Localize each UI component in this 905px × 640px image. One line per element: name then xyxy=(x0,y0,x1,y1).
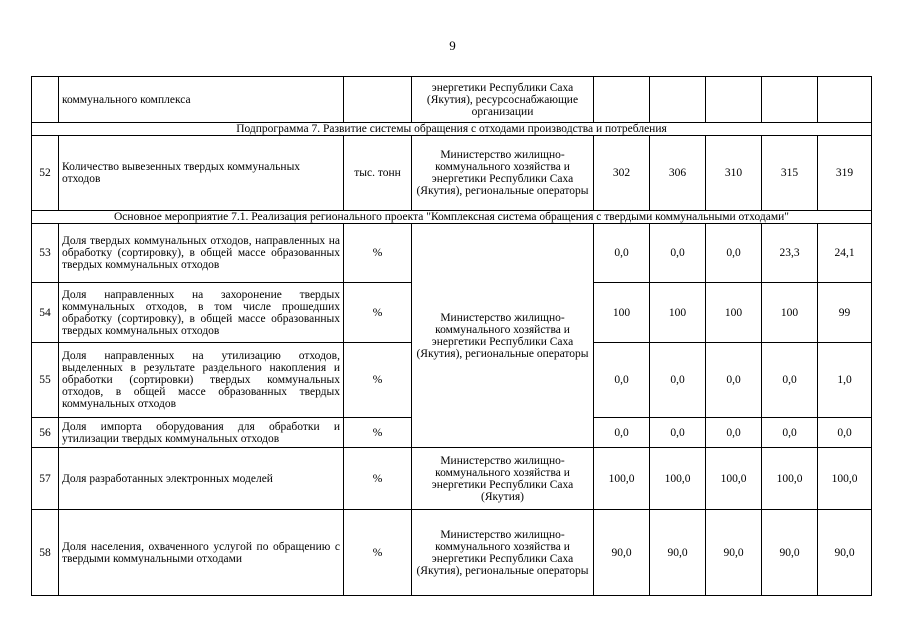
unit-cell: тыс. тонн xyxy=(344,136,412,211)
value-cell: 100 xyxy=(762,283,818,343)
value-cell: 0,0 xyxy=(762,343,818,418)
table-row-continued xyxy=(32,77,872,123)
value-cell: 100 xyxy=(706,283,762,343)
value-cell: 306 xyxy=(650,136,706,211)
value-cell xyxy=(818,77,872,123)
value-cell xyxy=(706,77,762,123)
row-number-cell: 53 xyxy=(32,224,59,283)
indicator-name-cell: коммунального комплекса xyxy=(59,77,344,123)
unit-cell: % xyxy=(344,343,412,418)
value-cell: 0,0 xyxy=(706,418,762,448)
value-cell: 100,0 xyxy=(594,448,650,510)
indicator-name-cell: Количество вывезенных твердых коммунальных отходов xyxy=(59,136,344,211)
table-row xyxy=(32,448,872,510)
executor-cell: Министерство жилищно-коммунального хозяйства и энергетики Республики Саха (Якутия) xyxy=(412,448,594,510)
subprogram-title: Подпрограмма 7. Развитие системы обращения с отходами производства и потребления xyxy=(32,123,872,136)
activity-header-row xyxy=(32,211,872,224)
row-number-cell: 58 xyxy=(32,510,59,596)
indicators-table xyxy=(31,76,872,596)
value-cell: 100,0 xyxy=(762,448,818,510)
table-row xyxy=(32,136,872,211)
value-cell: 99 xyxy=(818,283,872,343)
executor-cell: Министерство жилищно-коммунального хозяйства и энергетики Республики Саха (Якутия), региональные операторы xyxy=(412,136,594,211)
value-cell: 90,0 xyxy=(650,510,706,596)
row-number-cell xyxy=(32,77,59,123)
value-cell: 0,0 xyxy=(650,343,706,418)
activity-title: Основное мероприятие 7.1. Реализация регионального проекта "Комплексная система обращения с твердыми коммунальными отходами" xyxy=(32,211,872,224)
value-cell: 100 xyxy=(650,283,706,343)
value-cell: 0,0 xyxy=(706,343,762,418)
value-cell: 0,0 xyxy=(594,418,650,448)
value-cell: 23,3 xyxy=(762,224,818,283)
value-cell: 100,0 xyxy=(818,448,872,510)
unit-cell: % xyxy=(344,448,412,510)
value-cell: 90,0 xyxy=(706,510,762,596)
row-number-cell: 57 xyxy=(32,448,59,510)
value-cell: 100 xyxy=(594,283,650,343)
shared-executor-cell: Министерство жилищно-коммунального хозяйства и энергетики Республики Саха (Якутия), региональные операторы xyxy=(412,224,594,448)
row-number-cell: 56 xyxy=(32,418,59,448)
value-cell: 319 xyxy=(818,136,872,211)
indicator-name-cell: Доля импорта оборудования для обработки и утилизации твердых коммунальных отходов xyxy=(59,418,344,448)
value-cell: 0,0 xyxy=(594,343,650,418)
value-cell: 0,0 xyxy=(762,418,818,448)
indicator-name-cell: Доля населения, охваченного услугой по обращению с твердыми коммунальными отходами xyxy=(59,510,344,596)
value-cell: 0,0 xyxy=(818,418,872,448)
executor-cell: Министерство жилищно-коммунального хозяйства и энергетики Республики Саха (Якутия), региональные операторы xyxy=(412,510,594,596)
unit-cell: % xyxy=(344,224,412,283)
row-number-cell: 55 xyxy=(32,343,59,418)
row-number-cell: 52 xyxy=(32,136,59,211)
row-number-cell: 54 xyxy=(32,283,59,343)
value-cell xyxy=(594,77,650,123)
value-cell: 1,0 xyxy=(818,343,872,418)
unit-cell: % xyxy=(344,418,412,448)
executor-cell: энергетики Республики Саха (Якутия), ресурсоснабжающие организации xyxy=(412,77,594,123)
indicator-name-cell: Доля разработанных электронных моделей xyxy=(59,448,344,510)
indicator-name-cell: Доля направленных на утилизацию отходов, выделенных в результате раздельного накопления и обработки (сортировки) твердых коммунальных отходов, в общей массе образованных твердых коммунальных отходов xyxy=(59,343,344,418)
table-row xyxy=(32,224,872,283)
value-cell: 302 xyxy=(594,136,650,211)
value-cell: 90,0 xyxy=(818,510,872,596)
value-cell: 100,0 xyxy=(650,448,706,510)
value-cell xyxy=(762,77,818,123)
indicator-name-cell: Доля твердых коммунальных отходов, направленных на обработку (сортировку), в общей массе образованных твердых коммунальных отходов xyxy=(59,224,344,283)
value-cell: 0,0 xyxy=(594,224,650,283)
subprogram-header-row xyxy=(32,123,872,136)
unit-cell: % xyxy=(344,283,412,343)
value-cell xyxy=(650,77,706,123)
unit-cell xyxy=(344,77,412,123)
indicator-name-cell: Доля направленных на захоронение твердых коммунальных отходов, в том числе прошедших обработку (сортировку), в общей массе образованных твердых коммунальных отходов xyxy=(59,283,344,343)
value-cell: 24,1 xyxy=(818,224,872,283)
value-cell: 310 xyxy=(706,136,762,211)
page-number: 9 xyxy=(449,38,456,53)
value-cell: 90,0 xyxy=(762,510,818,596)
value-cell: 0,0 xyxy=(650,418,706,448)
value-cell: 90,0 xyxy=(594,510,650,596)
value-cell: 100,0 xyxy=(706,448,762,510)
table-row xyxy=(32,510,872,596)
value-cell: 315 xyxy=(762,136,818,211)
value-cell: 0,0 xyxy=(650,224,706,283)
value-cell: 0,0 xyxy=(706,224,762,283)
unit-cell: % xyxy=(344,510,412,596)
